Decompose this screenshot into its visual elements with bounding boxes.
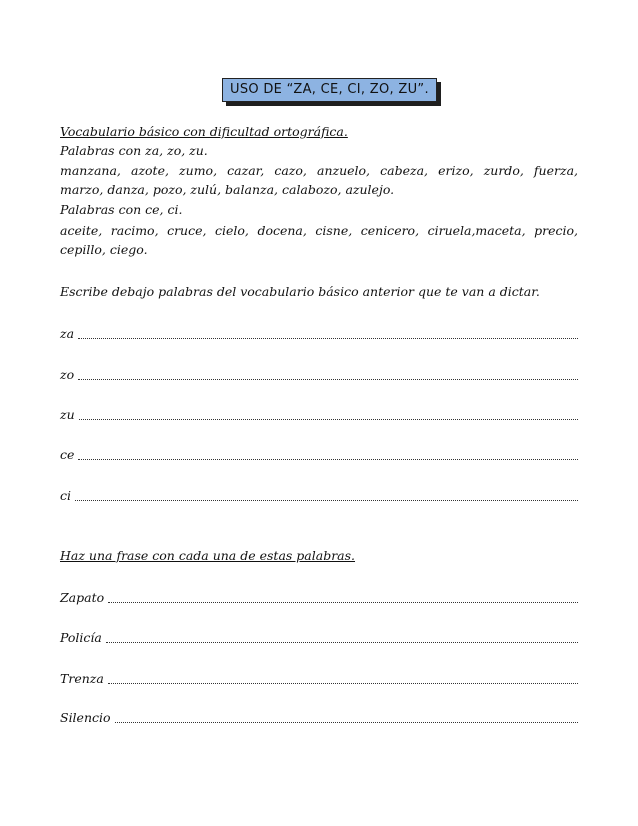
dictation-line-ce[interactable] xyxy=(60,446,578,464)
dotted-writing-line[interactable] xyxy=(75,499,578,501)
dotted-writing-line[interactable] xyxy=(108,682,578,684)
dictation-line-label: ce xyxy=(60,447,75,462)
sentence-line-label: Zapato xyxy=(60,590,105,605)
sentences-heading: Haz una frase con cada una de estas palabras. xyxy=(60,548,356,563)
sentence-line-silencio[interactable] xyxy=(60,709,578,727)
worksheet-title: USO DE “ZA, CE, CI, ZO, ZU”. xyxy=(222,78,437,102)
group2-words-line1: aceite, racimo, cruce, cielo, docena, cisne, cenicero, ciruela,maceta, precio, xyxy=(60,223,578,238)
dictation-line-label: zo xyxy=(60,367,75,382)
dotted-writing-line[interactable] xyxy=(115,721,578,723)
sentence-line-policia[interactable] xyxy=(60,629,578,647)
dotted-writing-line[interactable] xyxy=(79,418,578,420)
dictation-line-label: za xyxy=(60,326,75,341)
group1-words-line1: manzana, azote, zumo, cazar, cazo, anzuelo, cabeza, erizo, zurdo, fuerza, xyxy=(60,163,578,178)
sentence-line-label: Policía xyxy=(60,630,102,645)
dotted-writing-line[interactable] xyxy=(78,337,578,339)
sentence-line-label: Silencio xyxy=(60,710,111,725)
dictation-instruction: Escribe debajo palabras del vocabulario básico anterior que te van a dictar. xyxy=(60,284,540,299)
dictation-line-label: zu xyxy=(60,407,75,422)
sentence-line-label: Trenza xyxy=(60,671,104,686)
dotted-writing-line[interactable] xyxy=(78,378,578,380)
group2-label: Palabras con ce, ci. xyxy=(60,202,183,217)
vocab-heading: Vocabulario básico con dificultad ortográfica. xyxy=(60,124,348,139)
dotted-writing-line[interactable] xyxy=(108,601,578,603)
group2-words-line2: cepillo, ciego. xyxy=(60,242,148,257)
dictation-line-za[interactable] xyxy=(60,325,578,343)
dictation-line-label: ci xyxy=(60,488,71,503)
sentence-line-trenza[interactable] xyxy=(60,670,578,688)
sentence-line-zapato[interactable] xyxy=(60,589,578,607)
dictation-line-zu[interactable] xyxy=(60,406,578,424)
dotted-writing-line[interactable] xyxy=(106,641,578,643)
group1-label: Palabras con za, zo, zu. xyxy=(60,143,208,158)
dictation-line-zo[interactable] xyxy=(60,366,578,384)
dotted-writing-line[interactable] xyxy=(78,458,578,460)
dictation-line-ci[interactable] xyxy=(60,487,578,505)
group1-words-line2: marzo, danza, pozo, zulú, balanza, calabozo, azulejo. xyxy=(60,182,395,197)
